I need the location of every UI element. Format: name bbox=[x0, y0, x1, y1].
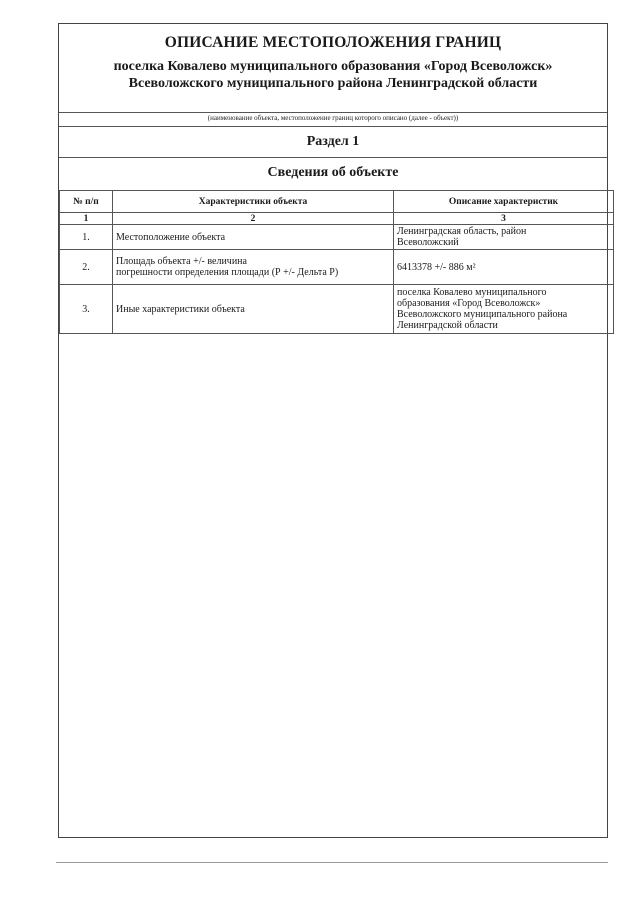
divider bbox=[59, 112, 607, 113]
document-title: ОПИСАНИЕ МЕСТОПОЛОЖЕНИЯ ГРАНИЦ bbox=[164, 34, 502, 51]
column-number: 3 bbox=[394, 213, 614, 225]
row-characteristic bbox=[113, 250, 394, 285]
footer-divider bbox=[56, 862, 608, 863]
row-description bbox=[394, 285, 614, 334]
table-row bbox=[60, 250, 614, 285]
subtitle-line-2: Всеволожского муниципального района Ленинградской области bbox=[128, 76, 538, 91]
document-subtitle bbox=[59, 58, 607, 92]
column-number-row bbox=[60, 213, 614, 225]
header-num: № п/п bbox=[60, 191, 113, 213]
object-name-note: (наименование объекта, местоположение границ которого описано (далее - объект)) bbox=[207, 114, 459, 122]
column-number: 2 bbox=[113, 213, 394, 225]
row-characteristic: Иные характеристики объекта bbox=[113, 285, 394, 334]
description-line: поселка Ковалево муниципального bbox=[397, 287, 547, 298]
table-row bbox=[60, 285, 614, 334]
divider bbox=[59, 157, 607, 158]
description-line: Всеволожский bbox=[397, 237, 459, 248]
characteristic-line: Площадь объекта +/- величина bbox=[116, 256, 247, 267]
document-frame bbox=[58, 23, 608, 838]
header-description: Описание характеристик bbox=[394, 191, 614, 213]
characteristic-line: погрешности определения площади (Р +/- Дельта Р) bbox=[116, 267, 339, 278]
section-title: Сведения об объекте bbox=[267, 165, 399, 180]
object-info-table bbox=[59, 190, 614, 334]
description-line: Ленинградской области bbox=[397, 320, 498, 331]
row-num: 2. bbox=[60, 250, 113, 285]
description-line: образования «Город Всеволожск» bbox=[397, 298, 541, 309]
table-row bbox=[60, 225, 614, 250]
subtitle-line-1: поселка Ковалево муниципального образования «Город Всеволожск» bbox=[113, 59, 553, 74]
section-heading: Раздел 1 bbox=[306, 134, 360, 149]
description-line: Ленинградская область, район bbox=[397, 226, 527, 237]
table-header-row bbox=[60, 191, 614, 213]
divider bbox=[59, 126, 607, 127]
description-line: Всеволожского муниципального района bbox=[397, 309, 568, 320]
row-characteristic: Местоположение объекта bbox=[113, 225, 394, 250]
row-description bbox=[394, 225, 614, 250]
row-description: 6413378 +/- 886 м² bbox=[394, 250, 614, 285]
column-number: 1 bbox=[60, 213, 113, 225]
row-num: 3. bbox=[60, 285, 113, 334]
header-characteristic: Характеристики объекта bbox=[113, 191, 394, 213]
row-num: 1. bbox=[60, 225, 113, 250]
